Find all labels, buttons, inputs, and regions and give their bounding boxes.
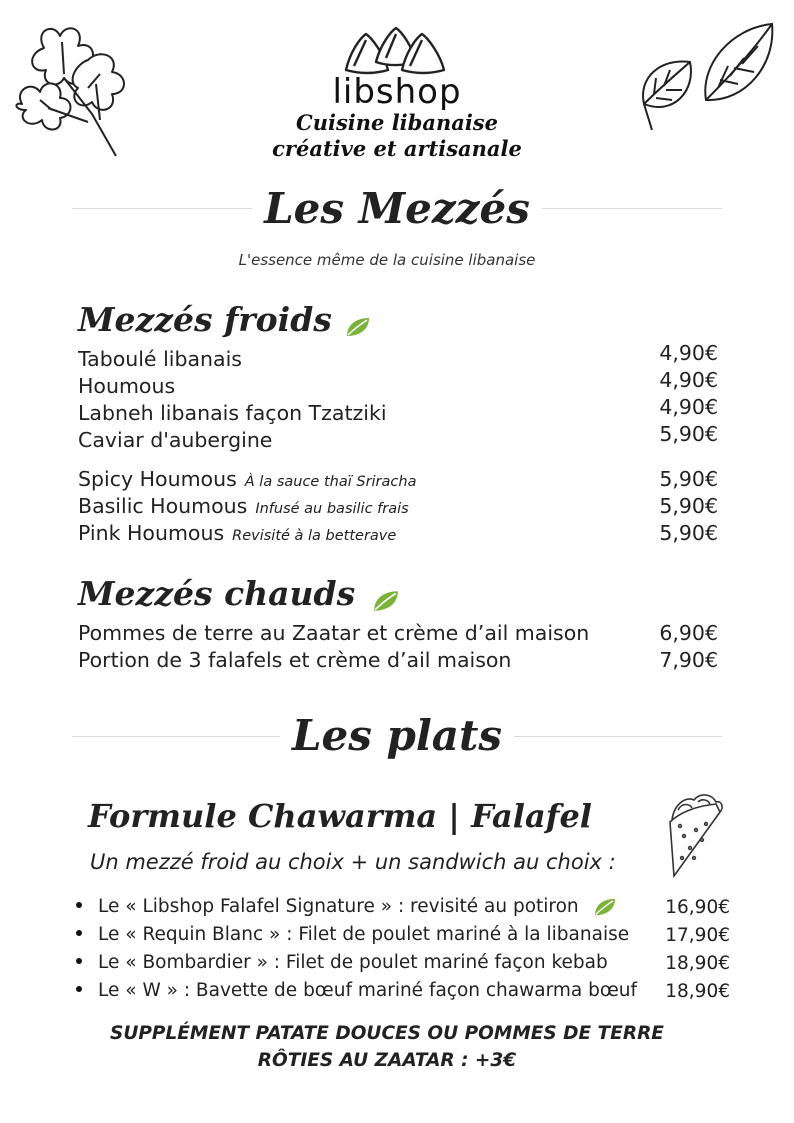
basil-leaves-icon [634, 18, 778, 134]
menu-item-price: 4,90€ [659, 341, 718, 365]
bullet-dot [76, 930, 82, 936]
mezzes-subtitle: L'essence même de la cuisine libanaise [238, 251, 536, 269]
mezzes-section-title: Les Mezzés [252, 184, 542, 233]
brand-tagline-line1: Cuisine libanaise [296, 110, 498, 135]
plats-title-wrap [0, 711, 794, 761]
menu-item-name: Labneh libanais façon Tzatziki [78, 401, 387, 425]
bullet-dot [76, 902, 82, 908]
menu-item-name: Pommes de terre au Zaatar et crème d’ail maison [78, 621, 590, 645]
mezzes-title-wrap [0, 184, 794, 234]
list-item [76, 893, 617, 921]
mezzes-froids-heading [78, 300, 371, 340]
mezzes-chauds-title: Mezzés chauds [78, 574, 356, 613]
menu-item-name: Le « Requin Blanc » : Filet de poulet mariné à la libanaise [98, 924, 630, 945]
menu-item-price: 5,90€ [659, 521, 718, 545]
menu-item-price: 5,90€ [659, 422, 718, 446]
plats-section-title: Les plats [280, 711, 514, 760]
menu-item-name: Houmous [78, 374, 176, 398]
menu-item-name: Pink Houmous [78, 521, 225, 545]
bullet-dot [76, 958, 82, 964]
menu-item-price: 18,90€ [665, 953, 730, 974]
menu-item-price: 5,90€ [659, 494, 718, 518]
menu-item-price: 18,90€ [665, 981, 730, 1002]
menu-item-name: Le « W » : Bavette de bœuf mariné façon chawarma bœuf [98, 980, 638, 1001]
list-item [76, 921, 629, 949]
menu-item-price: 6,90€ [659, 621, 718, 645]
menu-item-price: 7,90€ [659, 648, 718, 672]
list-item [76, 949, 608, 977]
brand-name: libshop [332, 72, 462, 112]
supplement-line2: RÔTIES AU ZAATAR : +3€ [257, 1050, 517, 1071]
menu-item-name: Le « Bombardier » : Filet de poulet mariné façon kebab [98, 952, 608, 973]
parsley-sprig-icon [4, 18, 140, 158]
menu-item-name: Basilic Houmous [78, 494, 248, 518]
green-leaf-icon [345, 316, 371, 338]
menu-item-name: Spicy Houmous [78, 467, 237, 491]
list-item [76, 977, 637, 1005]
menu-item-name: Taboulé libanais [78, 347, 242, 371]
menu-item-note: Revisité à la betterave [232, 528, 397, 544]
green-leaf-icon [593, 897, 617, 917]
menu-item-note: À la sauce thaï Sriracha [244, 474, 417, 490]
brand-tagline-line2: créative et artisanale [272, 136, 522, 161]
menu-item-name: Caviar d'aubergine [78, 428, 273, 452]
special-item [78, 466, 416, 496]
special-item [78, 520, 396, 550]
mezzes-froids-title: Mezzés froids [78, 300, 332, 339]
chawarma-wrap-icon [664, 792, 726, 878]
menu-item-price: 17,90€ [665, 925, 730, 946]
menu-item-price: 4,90€ [659, 395, 718, 419]
supplement-line1: SUPPLÉMENT PATATE DOUCES OU POMMES DE TERRE [110, 1023, 664, 1044]
menu-item-price: 4,90€ [659, 368, 718, 392]
green-leaf-icon [372, 589, 400, 613]
menu-item-price: 5,90€ [659, 467, 718, 491]
formule-title: Formule Chawarma | Falafel [88, 797, 592, 835]
menu-item-name: Portion de 3 falafels et crème d’ail maison [78, 648, 512, 672]
bullet-dot [76, 986, 82, 992]
formule-subtitle: Un mezzé froid au choix + un sandwich au choix : [90, 850, 616, 874]
samosa-triangles-icon [342, 26, 448, 78]
special-item [78, 493, 409, 523]
menu-item-name: Le « Libshop Falafel Signature » : revisité au potiron [98, 896, 579, 917]
menu-item-note: Infusé au basilic frais [255, 501, 409, 517]
mezzes-chauds-heading [78, 574, 400, 614]
menu-item-price: 16,90€ [665, 897, 730, 918]
